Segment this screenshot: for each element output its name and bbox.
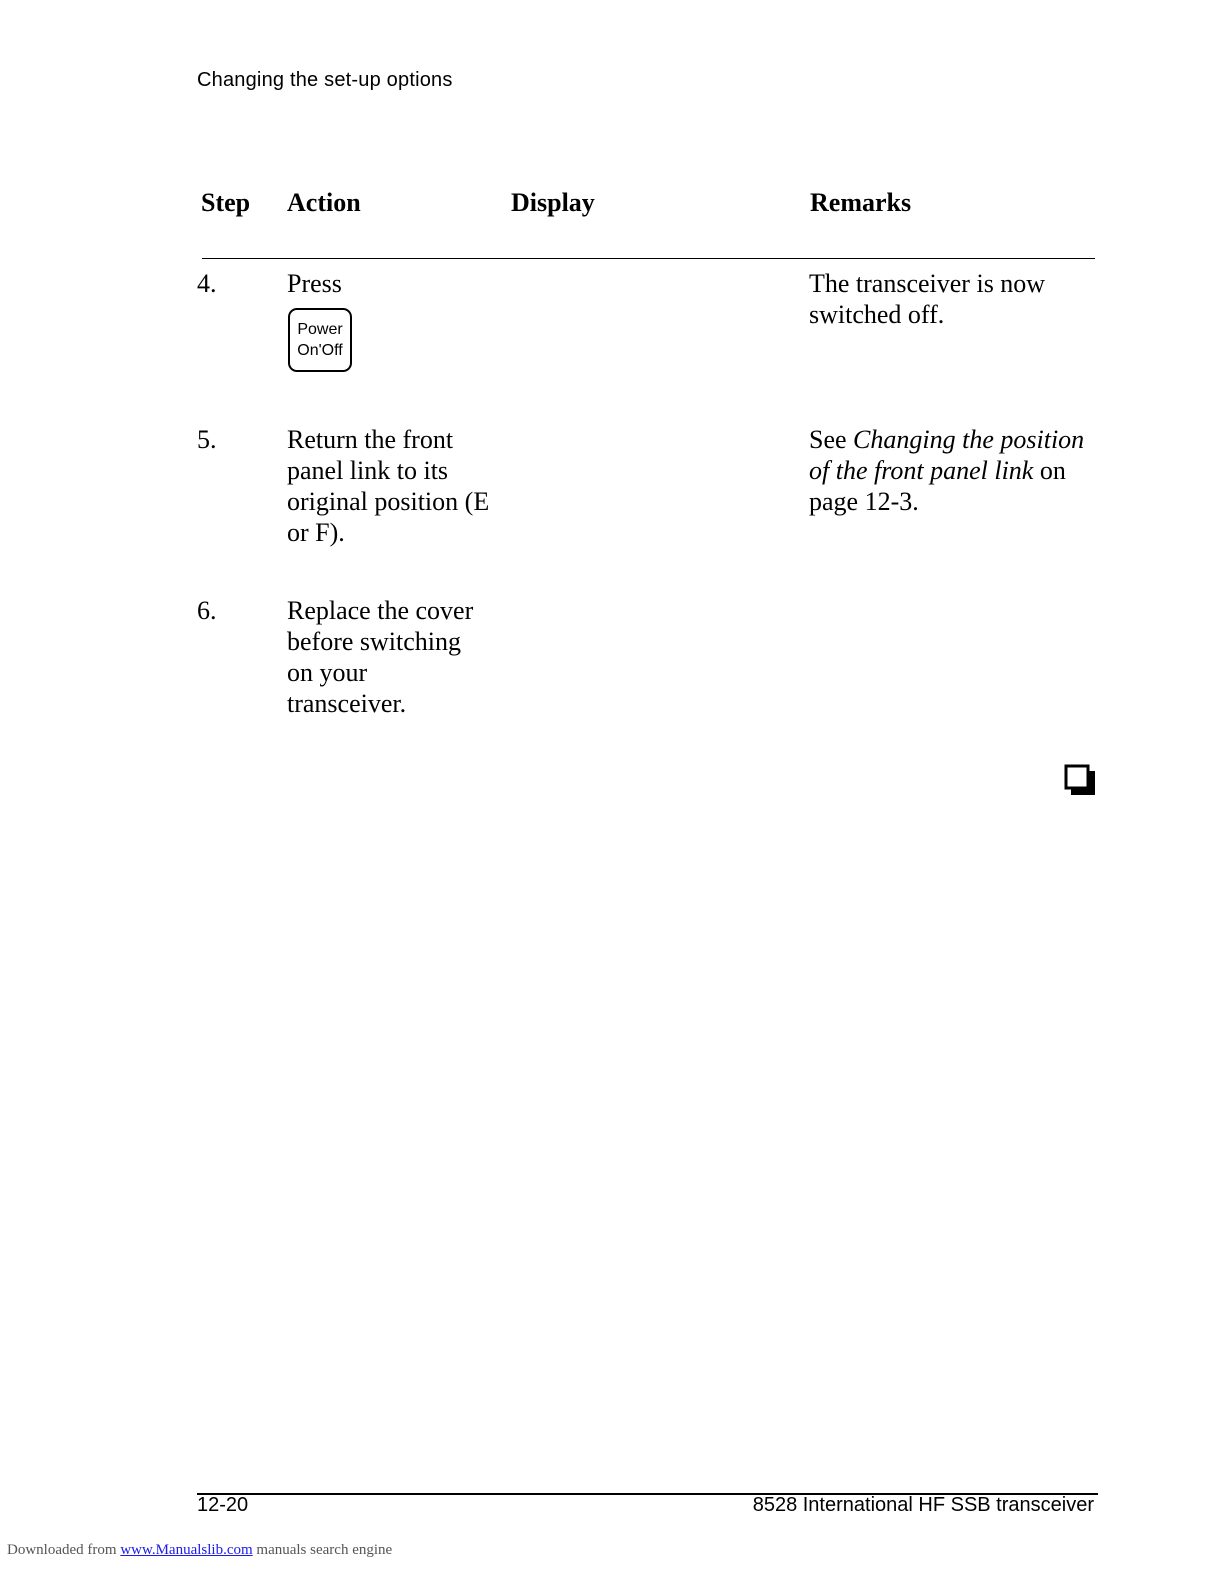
running-head: Changing the set-up options [197, 69, 453, 91]
step-number: 5. [197, 425, 217, 454]
download-suffix: manuals search engine [252, 1542, 393, 1558]
step-number: 6. [197, 596, 217, 625]
cross-reference-title: Changing the position of the front panel link [809, 425, 1085, 485]
key-label-line1: Power [297, 321, 343, 338]
page-number: 12-20 [197, 1494, 249, 1516]
step-remark: The transceiver is now switched off. [809, 269, 1046, 329]
step-number: 4. [197, 269, 217, 298]
end-of-procedure-box-icon [1064, 764, 1095, 795]
column-header-remarks: Remarks [810, 188, 912, 217]
header-rule [202, 258, 1095, 259]
remark-suffix: on page 12-3. [809, 456, 1066, 516]
product-name: 8528 International HF SSB transceiver [752, 1494, 1094, 1516]
step-action: Return the front panel link to its original position (E or F). [287, 425, 490, 547]
download-prefix: Downloaded from [7, 1542, 121, 1558]
manualslib-link[interactable]: www.Manualslib.com [120, 1542, 253, 1558]
download-notice [7, 1542, 392, 1559]
remark-prefix: See [809, 425, 854, 454]
step-action: Press [287, 269, 342, 298]
column-header-action: Action [287, 188, 361, 217]
key-label-line2: On'Off [297, 342, 343, 359]
column-header-step: Step [201, 188, 251, 217]
step-remark [809, 424, 1089, 517]
step-action: Replace the cover before switching on your transceiver. [287, 596, 474, 718]
column-header-display: Display [511, 188, 595, 217]
power-on-off-key-icon [288, 308, 352, 372]
